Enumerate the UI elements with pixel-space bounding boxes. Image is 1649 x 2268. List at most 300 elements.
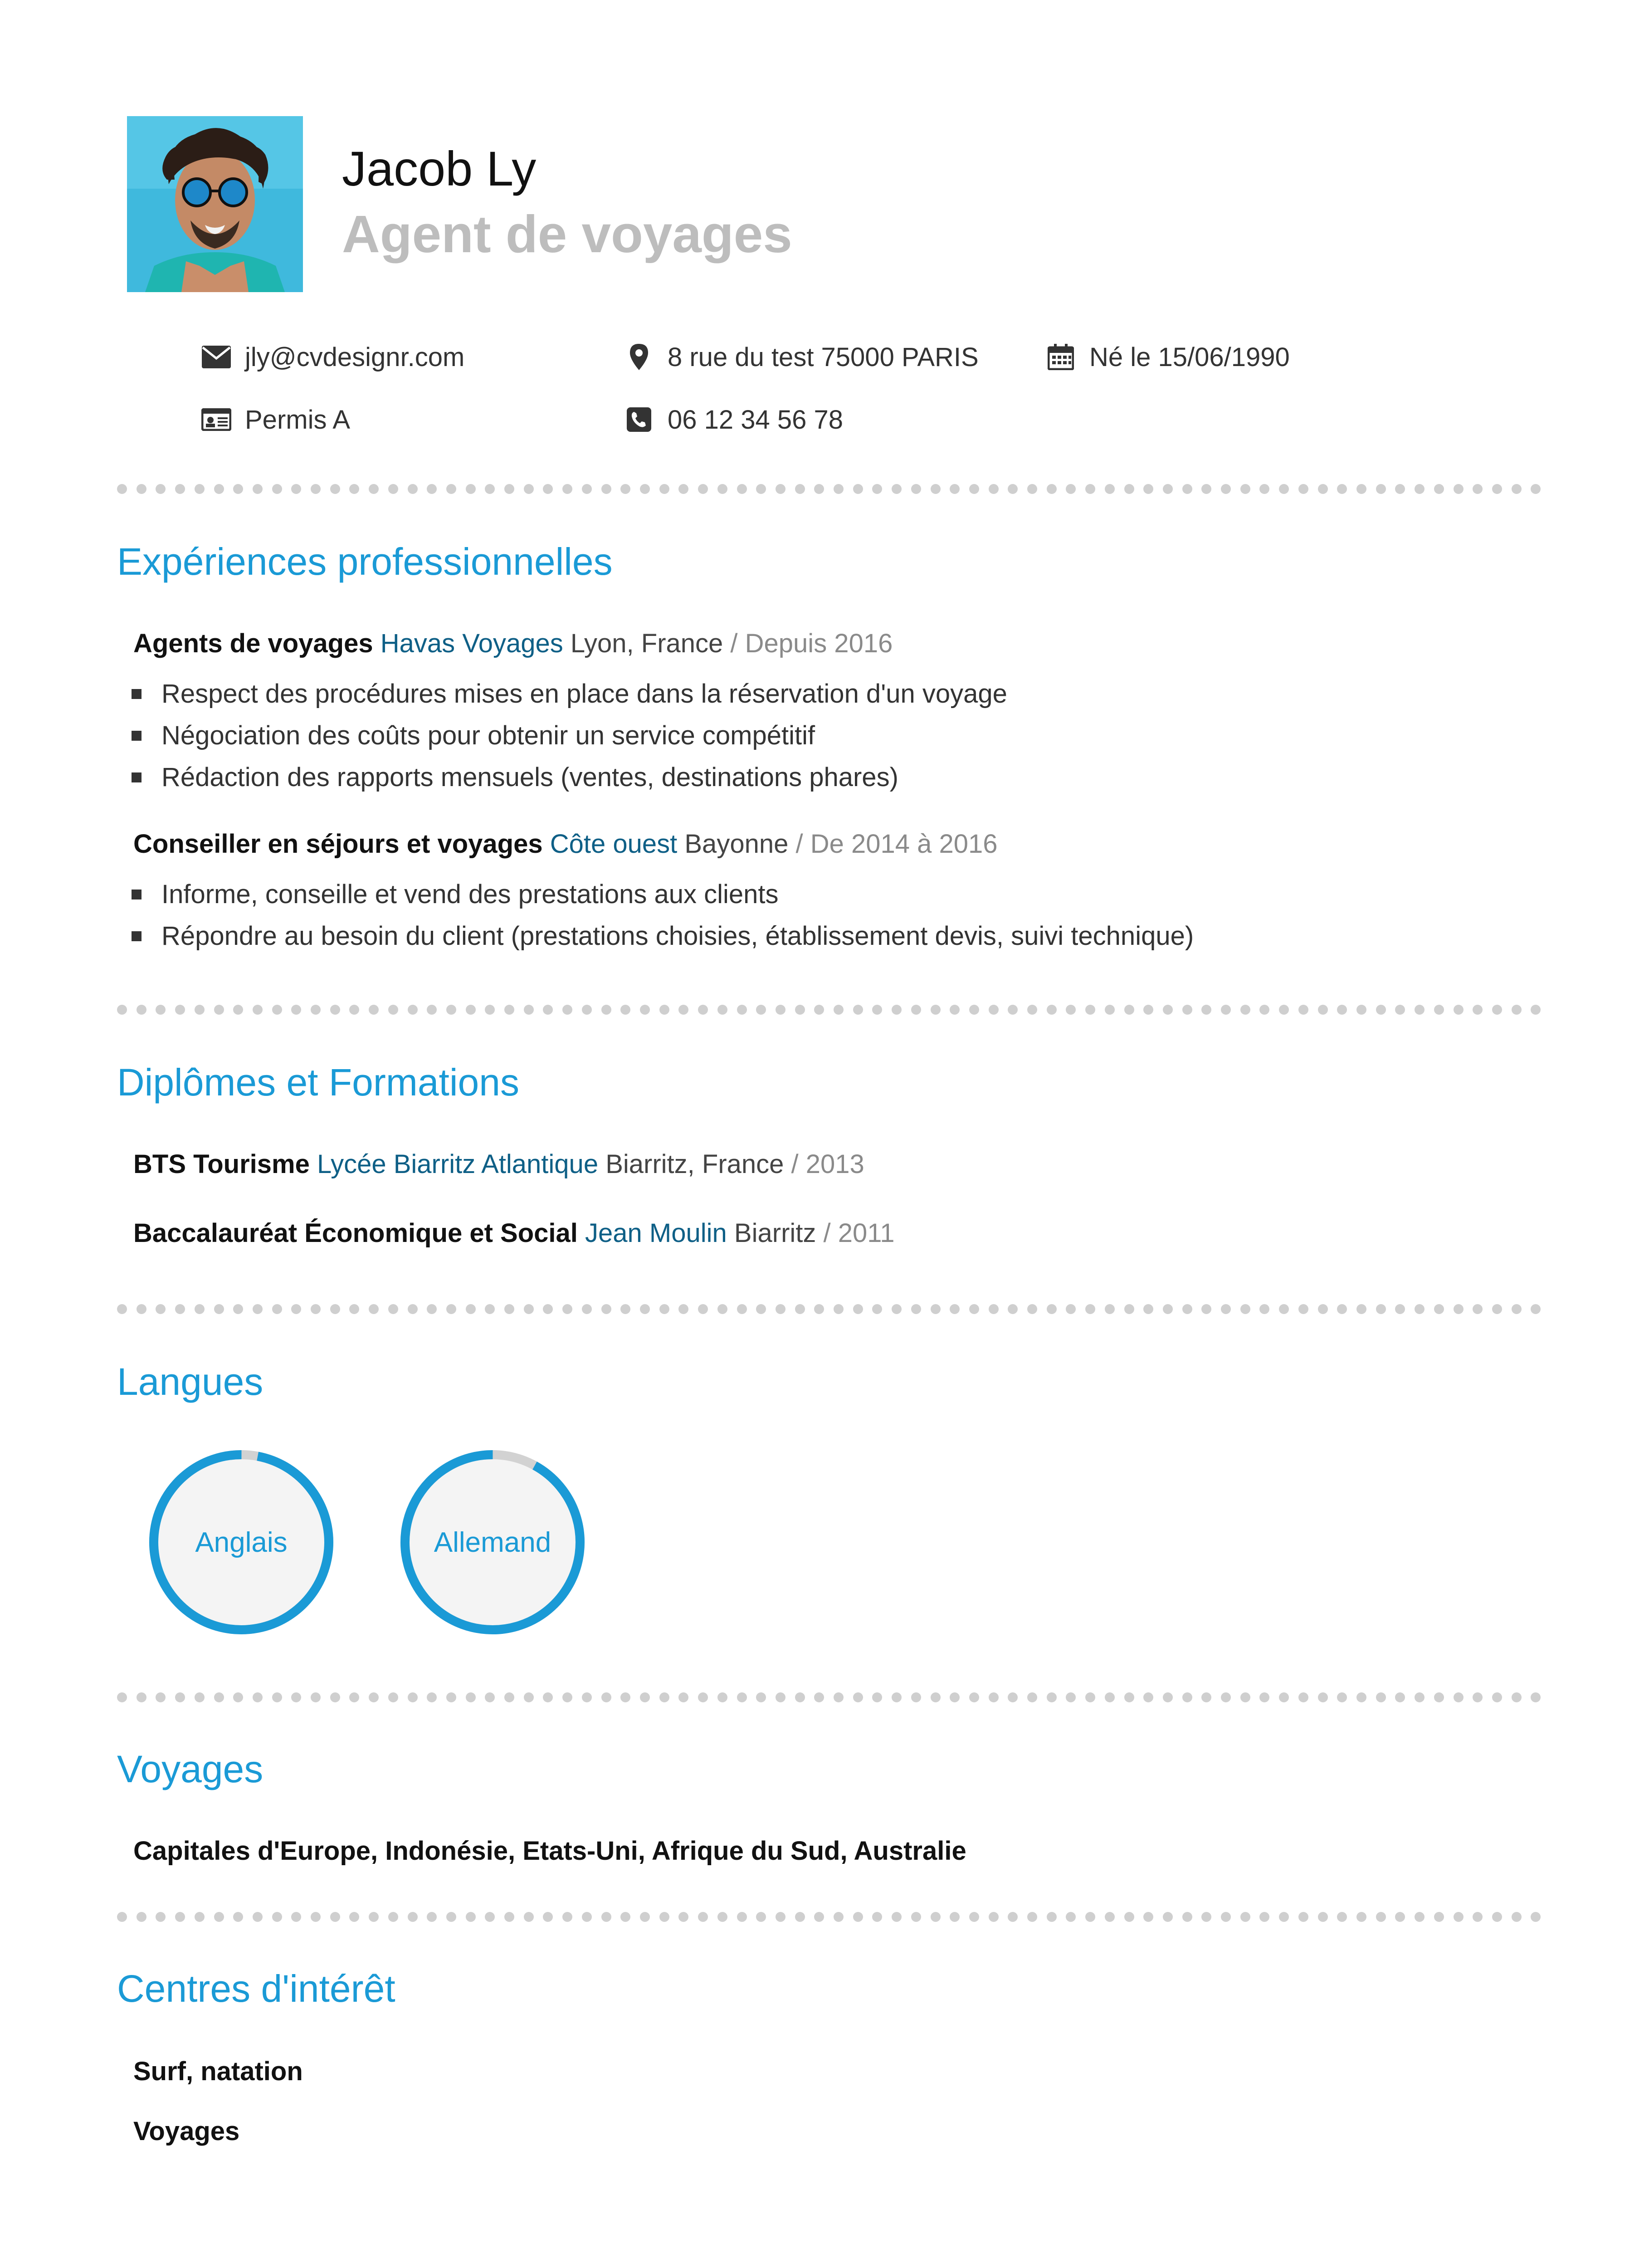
envelope-icon bbox=[200, 341, 233, 373]
divider-dot bbox=[814, 484, 824, 494]
divider-dot bbox=[291, 484, 301, 494]
divider-dot bbox=[582, 1692, 592, 1702]
divider-dot bbox=[1105, 1912, 1115, 1922]
divider-dot bbox=[756, 1005, 766, 1015]
divider-dot bbox=[620, 484, 630, 494]
divider-dot bbox=[737, 1692, 747, 1702]
divider-dot bbox=[717, 484, 727, 494]
list-item: Informe, conseille et vend des prestations aux clients bbox=[132, 881, 779, 908]
divider-dot bbox=[1163, 484, 1173, 494]
divider-dot bbox=[1298, 1005, 1308, 1015]
calendar-icon bbox=[1044, 341, 1078, 373]
divider-dot bbox=[1221, 1912, 1231, 1922]
divider-dot bbox=[659, 1005, 669, 1015]
divider-dot bbox=[717, 1005, 727, 1015]
divider-dot bbox=[349, 1912, 359, 1922]
divider-dot bbox=[795, 1912, 805, 1922]
divider-dot bbox=[427, 484, 437, 494]
divider-dot bbox=[117, 1912, 127, 1922]
divider-dot bbox=[1182, 1692, 1192, 1702]
divider-dot bbox=[620, 1912, 630, 1922]
divider-dot bbox=[253, 484, 263, 494]
divider-dot bbox=[1201, 1692, 1211, 1702]
divider-dot bbox=[1066, 1692, 1076, 1702]
divider-dot bbox=[1163, 1912, 1173, 1922]
divider-dot bbox=[640, 484, 650, 494]
divider-dot bbox=[349, 484, 359, 494]
divider-dot bbox=[1163, 1692, 1173, 1702]
divider-dot bbox=[272, 1692, 282, 1702]
divider-dot bbox=[1531, 1304, 1541, 1314]
divider-dot bbox=[1066, 484, 1076, 494]
divider-dot bbox=[1473, 1304, 1483, 1314]
divider-dot bbox=[911, 484, 921, 494]
divider-dot bbox=[1279, 1304, 1289, 1314]
divider-dot bbox=[698, 1912, 708, 1922]
divider-dot bbox=[349, 1692, 359, 1702]
divider-dot bbox=[1318, 1912, 1328, 1922]
divider-dot bbox=[717, 1912, 727, 1922]
experience-title: Expériences professionnelles bbox=[117, 540, 613, 583]
divider-dot bbox=[330, 484, 340, 494]
divider-dot bbox=[311, 1304, 321, 1314]
divider-dot bbox=[1356, 1692, 1366, 1702]
avatar bbox=[127, 116, 303, 292]
divider-dot bbox=[1434, 1005, 1444, 1015]
divider-dot bbox=[1163, 1304, 1173, 1314]
travels-text: Capitales d'Europe, Indonésie, Etats-Uni, Afrique du Sud, Australie bbox=[133, 1836, 966, 1866]
divider-dot bbox=[834, 1005, 844, 1015]
divider-dot bbox=[446, 1692, 456, 1702]
list-item: Respect des procédures mises en place dans la réservation d'un voyage bbox=[132, 681, 1007, 707]
divider-dot bbox=[698, 1692, 708, 1702]
divider-dot bbox=[504, 1005, 514, 1015]
language-gauge bbox=[397, 1447, 588, 1637]
bullet-square bbox=[132, 731, 141, 741]
divider-dot bbox=[931, 484, 941, 494]
divider-dot bbox=[330, 1304, 340, 1314]
divider-dot bbox=[814, 1304, 824, 1314]
divider-dot bbox=[117, 484, 127, 494]
divider-dot bbox=[1085, 484, 1095, 494]
language-gauge bbox=[146, 1447, 337, 1637]
divider-dot bbox=[698, 484, 708, 494]
divider-dot bbox=[272, 1912, 282, 1922]
divider-dot bbox=[776, 1005, 785, 1015]
divider-dot bbox=[834, 484, 844, 494]
divider-dot bbox=[1259, 1692, 1269, 1702]
divider-dot bbox=[1066, 1005, 1076, 1015]
divider-dot bbox=[485, 484, 495, 494]
divider-dot bbox=[195, 1304, 205, 1314]
divider-dot bbox=[1298, 1304, 1308, 1314]
divider-dot bbox=[1434, 1912, 1444, 1922]
divider-dot bbox=[504, 1912, 514, 1922]
divider-dot bbox=[446, 1912, 456, 1922]
divider-dot bbox=[524, 1005, 534, 1015]
divider-dot bbox=[369, 1912, 379, 1922]
divider-dot bbox=[678, 484, 688, 494]
divider-dot bbox=[195, 1692, 205, 1702]
divider-dot bbox=[1047, 1692, 1057, 1702]
divider-dot bbox=[969, 1304, 979, 1314]
divider-dot bbox=[1240, 1304, 1250, 1314]
divider-dot bbox=[678, 1005, 688, 1015]
divider-dot bbox=[1512, 1912, 1522, 1922]
contact-license bbox=[200, 404, 350, 435]
divider-dot bbox=[640, 1912, 650, 1922]
contact-email bbox=[200, 341, 464, 373]
divider-dot bbox=[1240, 1692, 1250, 1702]
divider-dot bbox=[853, 1692, 863, 1702]
company-name: Côte ouest bbox=[550, 829, 678, 859]
divider-dot bbox=[1454, 1005, 1464, 1015]
divider-dot bbox=[1454, 1304, 1464, 1314]
divider-dot bbox=[1473, 484, 1483, 494]
divider-dot bbox=[233, 484, 243, 494]
divider-dot bbox=[1047, 1912, 1057, 1922]
divider-dot bbox=[601, 1912, 611, 1922]
divider-dot bbox=[814, 1692, 824, 1702]
divider-dot bbox=[1143, 1005, 1153, 1015]
divider-dot bbox=[969, 1912, 979, 1922]
divider-dot bbox=[1376, 1304, 1386, 1314]
divider-dot bbox=[989, 1692, 999, 1702]
divider-dot bbox=[1395, 1692, 1405, 1702]
divider-dot bbox=[795, 1304, 805, 1314]
divider-dot bbox=[543, 1005, 553, 1015]
divider-dot bbox=[1395, 1912, 1405, 1922]
divider-dot bbox=[233, 1692, 243, 1702]
job-date: / De 2014 à 2016 bbox=[795, 829, 998, 859]
divider-dot bbox=[1008, 1304, 1018, 1314]
divider-dot bbox=[776, 1692, 785, 1702]
divider-dot bbox=[427, 1005, 437, 1015]
divider-dot bbox=[1318, 484, 1328, 494]
school-location: Biarritz, France bbox=[605, 1149, 784, 1179]
contact-email-text: jly@cvdesignr.com bbox=[245, 342, 465, 372]
contact-license-text: Permis A bbox=[245, 405, 351, 435]
divider-dot bbox=[911, 1304, 921, 1314]
job-location: Bayonne bbox=[684, 829, 789, 859]
divider-dot bbox=[156, 1692, 166, 1702]
divider-dot bbox=[756, 1912, 766, 1922]
divider-dot bbox=[291, 1005, 301, 1015]
divider-dot bbox=[137, 1005, 146, 1015]
divider-dot bbox=[1376, 1912, 1386, 1922]
divider-dot bbox=[1182, 1005, 1192, 1015]
divider-dot bbox=[1124, 1692, 1134, 1702]
divider-dot bbox=[853, 484, 863, 494]
divider-dot bbox=[950, 1912, 960, 1922]
degree-name: BTS Tourisme bbox=[133, 1149, 310, 1179]
divider-dot bbox=[989, 1304, 999, 1314]
divider-dot bbox=[1066, 1304, 1076, 1314]
degree-date: / 2011 bbox=[823, 1218, 895, 1248]
divider-dot bbox=[408, 1692, 418, 1702]
divider-dot bbox=[931, 1912, 941, 1922]
divider-dot bbox=[911, 1912, 921, 1922]
divider-dot bbox=[1221, 484, 1231, 494]
divider-dot bbox=[272, 1005, 282, 1015]
id-card-icon bbox=[200, 404, 233, 435]
divider-dot bbox=[330, 1692, 340, 1702]
divider-dot bbox=[466, 1005, 476, 1015]
divider-dot bbox=[1085, 1912, 1095, 1922]
divider-dot bbox=[1356, 1005, 1366, 1015]
divider-dot bbox=[1434, 484, 1444, 494]
divider-dot bbox=[214, 1304, 224, 1314]
divider-dot bbox=[872, 484, 882, 494]
divider-dot bbox=[1454, 1912, 1464, 1922]
divider-dot bbox=[1473, 1692, 1483, 1702]
divider-dot bbox=[1085, 1304, 1095, 1314]
divider-dot bbox=[1434, 1692, 1444, 1702]
divider-dot bbox=[408, 1912, 418, 1922]
divider-dot bbox=[931, 1005, 941, 1015]
divider-dot bbox=[1240, 1005, 1250, 1015]
divider-dot bbox=[446, 1304, 456, 1314]
divider-dot bbox=[137, 484, 146, 494]
divider-dot bbox=[1395, 1304, 1405, 1314]
divider-dot bbox=[156, 1912, 166, 1922]
divider-dot bbox=[1531, 484, 1541, 494]
divider-dot bbox=[892, 484, 902, 494]
divider-dot bbox=[1376, 1692, 1386, 1702]
divider-dot bbox=[950, 1304, 960, 1314]
divider-dot bbox=[1415, 1912, 1425, 1922]
divider-dot bbox=[156, 1304, 166, 1314]
divider-dot bbox=[756, 484, 766, 494]
divider-dot bbox=[1279, 1692, 1289, 1702]
divider-dot bbox=[175, 484, 185, 494]
company-name: Havas Voyages bbox=[380, 629, 563, 658]
divider-dot bbox=[776, 1912, 785, 1922]
divider-dot bbox=[834, 1912, 844, 1922]
divider-dot bbox=[1415, 484, 1425, 494]
divider-dot bbox=[1492, 484, 1502, 494]
divider-dot bbox=[485, 1005, 495, 1015]
divider-dot bbox=[678, 1304, 688, 1314]
divider-dot bbox=[814, 1912, 824, 1922]
divider-dot bbox=[504, 1692, 514, 1702]
divider-dot bbox=[582, 484, 592, 494]
divider-dot bbox=[349, 1304, 359, 1314]
divider-dot bbox=[1318, 1304, 1328, 1314]
degree-name: Baccalauréat Économique et Social bbox=[133, 1218, 578, 1248]
divider-dot bbox=[311, 1005, 321, 1015]
divider-dot bbox=[427, 1304, 437, 1314]
divider-dot bbox=[969, 1692, 979, 1702]
divider-dot bbox=[892, 1912, 902, 1922]
divider-dot bbox=[1201, 1304, 1211, 1314]
contact-phone-text: 06 12 34 56 78 bbox=[668, 405, 844, 435]
divider-dot bbox=[1221, 1304, 1231, 1314]
divider-dot bbox=[369, 1005, 379, 1015]
divider-dot bbox=[466, 484, 476, 494]
divider-dot bbox=[369, 1304, 379, 1314]
section-divider bbox=[117, 484, 1541, 494]
divider-dot bbox=[659, 1912, 669, 1922]
contact-birthdate-text: Né le 15/06/1990 bbox=[1089, 342, 1290, 372]
divider-dot bbox=[1395, 1005, 1405, 1015]
divider-dot bbox=[659, 1304, 669, 1314]
divider-dot bbox=[562, 1692, 572, 1702]
section-divider bbox=[117, 1911, 1541, 1922]
interest-item: Voyages bbox=[133, 2116, 240, 2146]
divider-dot bbox=[950, 484, 960, 494]
divider-dot bbox=[137, 1304, 146, 1314]
divider-dot bbox=[291, 1304, 301, 1314]
divider-dot bbox=[1454, 1692, 1464, 1702]
divider-dot bbox=[311, 1912, 321, 1922]
divider-dot bbox=[872, 1692, 882, 1702]
divider-dot bbox=[117, 1005, 127, 1015]
divider-dot bbox=[1027, 484, 1037, 494]
section-divider bbox=[117, 1692, 1541, 1703]
divider-dot bbox=[1047, 1304, 1057, 1314]
divider-dot bbox=[1221, 1692, 1231, 1702]
divider-dot bbox=[253, 1304, 263, 1314]
divider-dot bbox=[1531, 1005, 1541, 1015]
divider-dot bbox=[737, 1912, 747, 1922]
school-name: Jean Moulin bbox=[585, 1218, 727, 1248]
divider-dot bbox=[214, 1005, 224, 1015]
divider-dot bbox=[543, 1304, 553, 1314]
divider-dot bbox=[698, 1005, 708, 1015]
list-item: Rédaction des rapports mensuels (ventes, destinations phares) bbox=[132, 764, 898, 791]
job-role: Agents de voyages bbox=[133, 629, 373, 658]
divider-dot bbox=[892, 1005, 902, 1015]
divider-dot bbox=[369, 484, 379, 494]
divider-dot bbox=[640, 1304, 650, 1314]
divider-dot bbox=[1415, 1005, 1425, 1015]
profile-photo bbox=[127, 116, 303, 292]
divider-dot bbox=[1027, 1912, 1037, 1922]
divider-dot bbox=[214, 1692, 224, 1702]
divider-dot bbox=[253, 1692, 263, 1702]
divider-dot bbox=[408, 484, 418, 494]
divider-dot bbox=[1047, 1005, 1057, 1015]
divider-dot bbox=[562, 484, 572, 494]
experience-entry-head bbox=[133, 831, 998, 857]
divider-dot bbox=[1395, 484, 1405, 494]
divider-dot bbox=[524, 1692, 534, 1702]
divider-dot bbox=[195, 1912, 205, 1922]
interest-item: Surf, natation bbox=[133, 2057, 303, 2086]
divider-dot bbox=[117, 1692, 127, 1702]
divider-dot bbox=[1337, 1005, 1347, 1015]
divider-dot bbox=[369, 1692, 379, 1702]
divider-dot bbox=[1415, 1304, 1425, 1314]
divider-dot bbox=[1279, 484, 1289, 494]
contact-phone bbox=[622, 404, 843, 435]
divider-dot bbox=[1454, 484, 1464, 494]
divider-dot bbox=[272, 484, 282, 494]
divider-dot bbox=[446, 484, 456, 494]
divider-dot bbox=[1105, 1005, 1115, 1015]
divider-dot bbox=[485, 1304, 495, 1314]
map-marker-icon bbox=[622, 341, 656, 373]
bullet-square bbox=[132, 689, 141, 699]
divider-dot bbox=[388, 1692, 398, 1702]
divider-dot bbox=[233, 1005, 243, 1015]
divider-dot bbox=[291, 1692, 301, 1702]
divider-dot bbox=[1182, 1304, 1192, 1314]
divider-dot bbox=[562, 1304, 572, 1314]
divider-dot bbox=[1221, 1005, 1231, 1015]
divider-dot bbox=[1434, 1304, 1444, 1314]
divider-dot bbox=[427, 1912, 437, 1922]
divider-dot bbox=[989, 1005, 999, 1015]
divider-dot bbox=[1337, 484, 1347, 494]
divider-dot bbox=[195, 484, 205, 494]
divider-dot bbox=[466, 1692, 476, 1702]
divider-dot bbox=[640, 1692, 650, 1702]
divider-dot bbox=[1047, 484, 1057, 494]
divider-dot bbox=[543, 1912, 553, 1922]
divider-dot bbox=[911, 1005, 921, 1015]
education-entry bbox=[133, 1151, 864, 1178]
divider-dot bbox=[620, 1692, 630, 1702]
divider-dot bbox=[117, 1304, 127, 1314]
divider-dot bbox=[1240, 1912, 1250, 1922]
divider-dot bbox=[1124, 1304, 1134, 1314]
divider-dot bbox=[640, 1005, 650, 1015]
divider-dot bbox=[795, 484, 805, 494]
education-title: Diplômes et Formations bbox=[117, 1061, 519, 1104]
divider-dot bbox=[485, 1692, 495, 1702]
divider-dot bbox=[175, 1005, 185, 1015]
divider-dot bbox=[427, 1692, 437, 1702]
divider-dot bbox=[776, 484, 785, 494]
divider-dot bbox=[601, 484, 611, 494]
divider-dot bbox=[1008, 1912, 1018, 1922]
divider-dot bbox=[175, 1304, 185, 1314]
divider-dot bbox=[1415, 1692, 1425, 1702]
divider-dot bbox=[678, 1912, 688, 1922]
divider-dot bbox=[1259, 1005, 1269, 1015]
education-entry bbox=[133, 1220, 894, 1246]
divider-dot bbox=[388, 1005, 398, 1015]
divider-dot bbox=[911, 1692, 921, 1702]
job-role: Conseiller en séjours et voyages bbox=[133, 829, 543, 859]
divider-dot bbox=[137, 1912, 146, 1922]
divider-dot bbox=[1512, 1692, 1522, 1702]
divider-dot bbox=[466, 1912, 476, 1922]
divider-dot bbox=[989, 484, 999, 494]
divider-dot bbox=[388, 484, 398, 494]
divider-dot bbox=[233, 1912, 243, 1922]
divider-dot bbox=[1259, 1304, 1269, 1314]
divider-dot bbox=[1318, 1005, 1328, 1015]
divider-dot bbox=[214, 1912, 224, 1922]
divider-dot bbox=[1008, 1692, 1018, 1702]
divider-dot bbox=[543, 484, 553, 494]
divider-dot bbox=[717, 1304, 727, 1314]
divider-dot bbox=[737, 1304, 747, 1314]
divider-dot bbox=[601, 1005, 611, 1015]
divider-dot bbox=[1124, 1912, 1134, 1922]
divider-dot bbox=[214, 484, 224, 494]
divider-dot bbox=[1027, 1005, 1037, 1015]
divider-dot bbox=[1337, 1912, 1347, 1922]
language-name: Anglais bbox=[195, 1526, 288, 1558]
divider-dot bbox=[330, 1005, 340, 1015]
divider-dot bbox=[834, 1692, 844, 1702]
job-location: Lyon, France bbox=[570, 629, 723, 658]
divider-dot bbox=[756, 1304, 766, 1314]
